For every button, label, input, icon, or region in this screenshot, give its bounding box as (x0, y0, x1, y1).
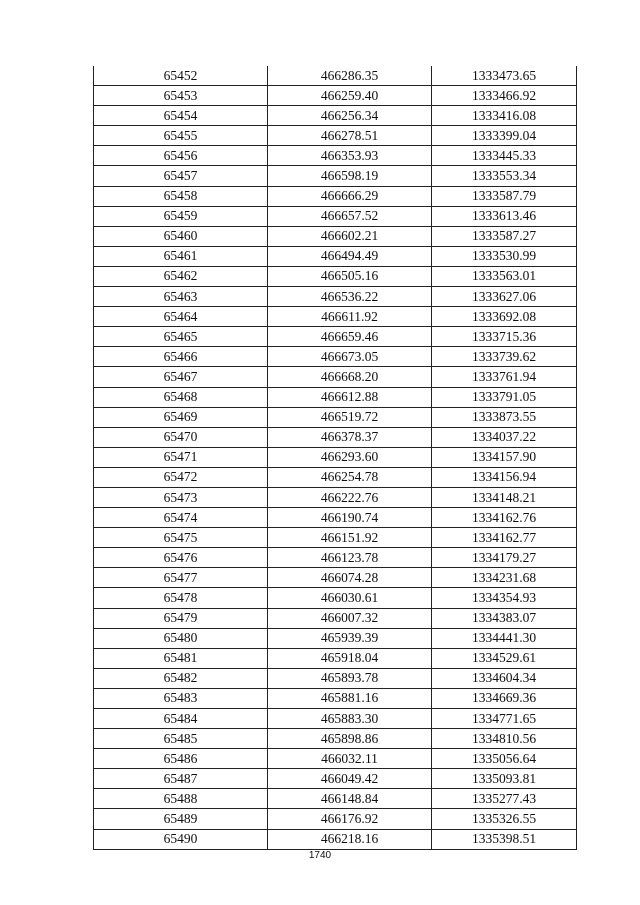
x-coordinate-cell: 466259.40 (268, 86, 432, 106)
y-coordinate-cell: 1334529.61 (432, 648, 577, 668)
page-number: 1740 (308, 850, 332, 861)
point-id-cell: 65458 (94, 186, 268, 206)
x-coordinate-cell: 466353.93 (268, 146, 432, 166)
table-row (94, 648, 577, 668)
point-id-cell: 65470 (94, 427, 268, 447)
x-coordinate-cell: 466598.19 (268, 166, 432, 186)
point-id-cell: 65474 (94, 508, 268, 528)
table-row (94, 769, 577, 789)
point-id-cell: 65476 (94, 548, 268, 568)
coordinates-table-body (94, 66, 577, 849)
y-coordinate-cell: 1333692.08 (432, 307, 577, 327)
x-coordinate-cell: 466148.84 (268, 789, 432, 809)
point-id-cell: 65452 (94, 66, 268, 86)
y-coordinate-cell: 1335093.81 (432, 769, 577, 789)
y-coordinate-cell: 1335398.51 (432, 829, 577, 849)
point-id-cell: 65466 (94, 347, 268, 367)
y-coordinate-cell: 1333627.06 (432, 287, 577, 307)
point-id-cell: 65480 (94, 628, 268, 648)
y-coordinate-cell: 1333613.46 (432, 206, 577, 226)
table-row (94, 628, 577, 648)
y-coordinate-cell: 1334157.90 (432, 447, 577, 467)
point-id-cell: 65481 (94, 648, 268, 668)
y-coordinate-cell: 1333530.99 (432, 246, 577, 266)
point-id-cell: 65459 (94, 206, 268, 226)
table-row (94, 106, 577, 126)
y-coordinate-cell: 1333399.04 (432, 126, 577, 146)
x-coordinate-cell: 465898.86 (268, 729, 432, 749)
y-coordinate-cell: 1333445.33 (432, 146, 577, 166)
y-coordinate-cell: 1333416.08 (432, 106, 577, 126)
point-id-cell: 65461 (94, 246, 268, 266)
point-id-cell: 65454 (94, 106, 268, 126)
table-row (94, 126, 577, 146)
x-coordinate-cell: 466666.29 (268, 186, 432, 206)
x-coordinate-cell: 466611.92 (268, 307, 432, 327)
table-row (94, 246, 577, 266)
y-coordinate-cell: 1334383.07 (432, 608, 577, 628)
point-id-cell: 65488 (94, 789, 268, 809)
x-coordinate-cell: 466030.61 (268, 588, 432, 608)
y-coordinate-cell: 1334148.21 (432, 487, 577, 507)
x-coordinate-cell: 466151.92 (268, 528, 432, 548)
y-coordinate-cell: 1333587.79 (432, 186, 577, 206)
point-id-cell: 65462 (94, 266, 268, 286)
x-coordinate-cell: 466602.21 (268, 226, 432, 246)
x-coordinate-cell: 466378.37 (268, 427, 432, 447)
point-id-cell: 65483 (94, 688, 268, 708)
table-row (94, 487, 577, 507)
y-coordinate-cell: 1333791.05 (432, 387, 577, 407)
y-coordinate-cell: 1333715.36 (432, 327, 577, 347)
x-coordinate-cell: 466612.88 (268, 387, 432, 407)
x-coordinate-cell: 466519.72 (268, 407, 432, 427)
table-row (94, 729, 577, 749)
y-coordinate-cell: 1333587.27 (432, 226, 577, 246)
table-row (94, 427, 577, 447)
y-coordinate-cell: 1333466.92 (432, 86, 577, 106)
table-row (94, 568, 577, 588)
coordinates-table (93, 66, 577, 850)
point-id-cell: 65453 (94, 86, 268, 106)
table-row (94, 166, 577, 186)
table-row (94, 508, 577, 528)
table-row (94, 387, 577, 407)
table-row (94, 467, 577, 487)
table-row (94, 186, 577, 206)
point-id-cell: 65463 (94, 287, 268, 307)
y-coordinate-cell: 1334604.34 (432, 668, 577, 688)
table-row (94, 347, 577, 367)
x-coordinate-cell: 466254.78 (268, 467, 432, 487)
x-coordinate-cell: 466286.35 (268, 66, 432, 86)
y-coordinate-cell: 1333553.34 (432, 166, 577, 186)
x-coordinate-cell: 466256.34 (268, 106, 432, 126)
y-coordinate-cell: 1333761.94 (432, 367, 577, 387)
table-row (94, 86, 577, 106)
y-coordinate-cell: 1334037.22 (432, 427, 577, 447)
point-id-cell: 65479 (94, 608, 268, 628)
y-coordinate-cell: 1335277.43 (432, 789, 577, 809)
y-coordinate-cell: 1334669.36 (432, 688, 577, 708)
y-coordinate-cell: 1334771.65 (432, 709, 577, 729)
point-id-cell: 65484 (94, 709, 268, 729)
y-coordinate-cell: 1333873.55 (432, 407, 577, 427)
point-id-cell: 65468 (94, 387, 268, 407)
point-id-cell: 65489 (94, 809, 268, 829)
point-id-cell: 65482 (94, 668, 268, 688)
point-id-cell: 65467 (94, 367, 268, 387)
x-coordinate-cell: 466218.16 (268, 829, 432, 849)
table-row (94, 528, 577, 548)
x-coordinate-cell: 466074.28 (268, 568, 432, 588)
y-coordinate-cell: 1334354.93 (432, 588, 577, 608)
y-coordinate-cell: 1333739.62 (432, 347, 577, 367)
point-id-cell: 65485 (94, 729, 268, 749)
x-coordinate-cell: 465883.30 (268, 709, 432, 729)
table-row (94, 548, 577, 568)
x-coordinate-cell: 466032.11 (268, 749, 432, 769)
y-coordinate-cell: 1333563.01 (432, 266, 577, 286)
y-coordinate-cell: 1334231.68 (432, 568, 577, 588)
point-id-cell: 65486 (94, 749, 268, 769)
table-row (94, 66, 577, 86)
point-id-cell: 65478 (94, 588, 268, 608)
x-coordinate-cell: 466176.92 (268, 809, 432, 829)
point-id-cell: 65456 (94, 146, 268, 166)
point-id-cell: 65490 (94, 829, 268, 849)
point-id-cell: 65457 (94, 166, 268, 186)
x-coordinate-cell: 466505.16 (268, 266, 432, 286)
table-row (94, 588, 577, 608)
x-coordinate-cell: 466049.42 (268, 769, 432, 789)
x-coordinate-cell: 465881.16 (268, 688, 432, 708)
table-row (94, 608, 577, 628)
x-coordinate-cell: 466123.78 (268, 548, 432, 568)
x-coordinate-cell: 466494.49 (268, 246, 432, 266)
y-coordinate-cell: 1334810.56 (432, 729, 577, 749)
point-id-cell: 65487 (94, 769, 268, 789)
x-coordinate-cell: 465918.04 (268, 648, 432, 668)
y-coordinate-cell: 1333473.65 (432, 66, 577, 86)
table-row (94, 287, 577, 307)
x-coordinate-cell: 466657.52 (268, 206, 432, 226)
table-row (94, 709, 577, 729)
point-id-cell: 65477 (94, 568, 268, 588)
point-id-cell: 65471 (94, 447, 268, 467)
x-coordinate-cell: 466190.74 (268, 508, 432, 528)
x-coordinate-cell: 466536.22 (268, 287, 432, 307)
table-row (94, 266, 577, 286)
y-coordinate-cell: 1335326.55 (432, 809, 577, 829)
table-row (94, 307, 577, 327)
y-coordinate-cell: 1334162.77 (432, 528, 577, 548)
point-id-cell: 65473 (94, 487, 268, 507)
table-row (94, 226, 577, 246)
point-id-cell: 65465 (94, 327, 268, 347)
point-id-cell: 65475 (94, 528, 268, 548)
table-row (94, 206, 577, 226)
y-coordinate-cell: 1334441.30 (432, 628, 577, 648)
x-coordinate-cell: 466659.46 (268, 327, 432, 347)
table-row (94, 146, 577, 166)
point-id-cell: 65464 (94, 307, 268, 327)
table-row (94, 668, 577, 688)
y-coordinate-cell: 1335056.64 (432, 749, 577, 769)
table-row (94, 789, 577, 809)
x-coordinate-cell: 466278.51 (268, 126, 432, 146)
table-row (94, 407, 577, 427)
table-row (94, 688, 577, 708)
x-coordinate-cell: 466222.76 (268, 487, 432, 507)
x-coordinate-cell: 465893.78 (268, 668, 432, 688)
point-id-cell: 65469 (94, 407, 268, 427)
point-id-cell: 65455 (94, 126, 268, 146)
point-id-cell: 65460 (94, 226, 268, 246)
y-coordinate-cell: 1334179.27 (432, 548, 577, 568)
table-row (94, 447, 577, 467)
x-coordinate-cell: 466293.60 (268, 447, 432, 467)
x-coordinate-cell: 466668.20 (268, 367, 432, 387)
y-coordinate-cell: 1334162.76 (432, 508, 577, 528)
x-coordinate-cell: 466007.32 (268, 608, 432, 628)
table-row (94, 749, 577, 769)
table-row (94, 829, 577, 849)
table-row (94, 327, 577, 347)
x-coordinate-cell: 465939.39 (268, 628, 432, 648)
x-coordinate-cell: 466673.05 (268, 347, 432, 367)
table-row (94, 367, 577, 387)
point-id-cell: 65472 (94, 467, 268, 487)
table-row (94, 809, 577, 829)
y-coordinate-cell: 1334156.94 (432, 467, 577, 487)
